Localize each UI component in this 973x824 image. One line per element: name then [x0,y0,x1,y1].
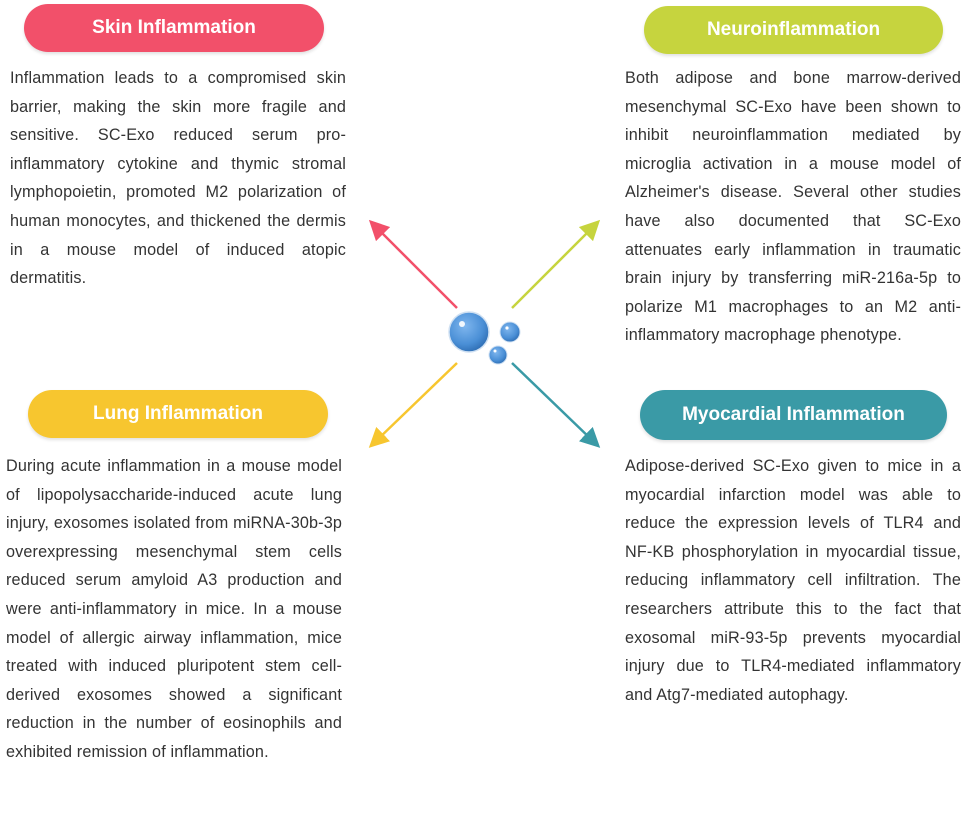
skin-inflammation-text: Inflammation leads to a compromised skin barrier, making the skin more fragile and sensitive. SC-Exo reduced serum pro-inflammatory cytokine and thymic stromal lymphopoietin, promoted M2 polarization of human monocytes, and thickened the dermis in a mouse model of induced atopic dermatitis. [10,69,346,288]
exosome-bubbles-icon [449,312,520,364]
arrow-to-myocardial [512,363,593,441]
exosome-diagram [360,210,610,450]
arrow-to-neuro [512,227,593,308]
neuroinflammation-title: Neuroinflammation [644,6,943,54]
lung-inflammation-title: Lung Inflammation [28,390,328,438]
lung-inflammation-text: During acute inflammation in a mouse model of lipopolysaccharide-induced acute lung injury, exosomes isolated from miRNA-30b-3p overexpressing mesenchymal stem cells reduced serum amyloid A3 production and were anti-inflammatory in mice. In a mouse model of allergic airway inflammation, mice treated with induced pluripotent stem cell-derived exosomes showed a significant reduction in the number of eosinophils and exhibited remission of inflammation. [6,457,342,761]
skin-inflammation-title: Skin Inflammation [24,4,324,52]
arrow-to-skin [376,227,457,308]
myocardial-inflammation-title: Myocardial Inflammation [640,390,947,440]
neuroinflammation-text: Both adipose and bone marrow-derived mesenchymal SC-Exo have been shown to inhibit neuroinflammation mediated by microglia activation in a mouse model of Alzheimer's disease. Several other studies have also documented that SC-Exo attenuates early inflammation in traumatic brain injury by transferring miR-216a-5p to polarize M1 macrophages to an M2 anti-inflammatory macrophage phenotype. [625,69,961,345]
arrow-to-lung [376,363,457,441]
myocardial-inflammation-text: Adipose-derived SC-Exo given to mice in a myocardial infarction model was able to reduce the expression levels of TLR4 and NF-KB phosphorylation in myocardial tissue, reducing inflammatory cell infiltration. The researchers attribute this to the fact that exosomal miR-93-5p prevents myocardial injury due to TLR4-mediated inflammatory and Atg7-mediated autophagy. [625,457,961,704]
